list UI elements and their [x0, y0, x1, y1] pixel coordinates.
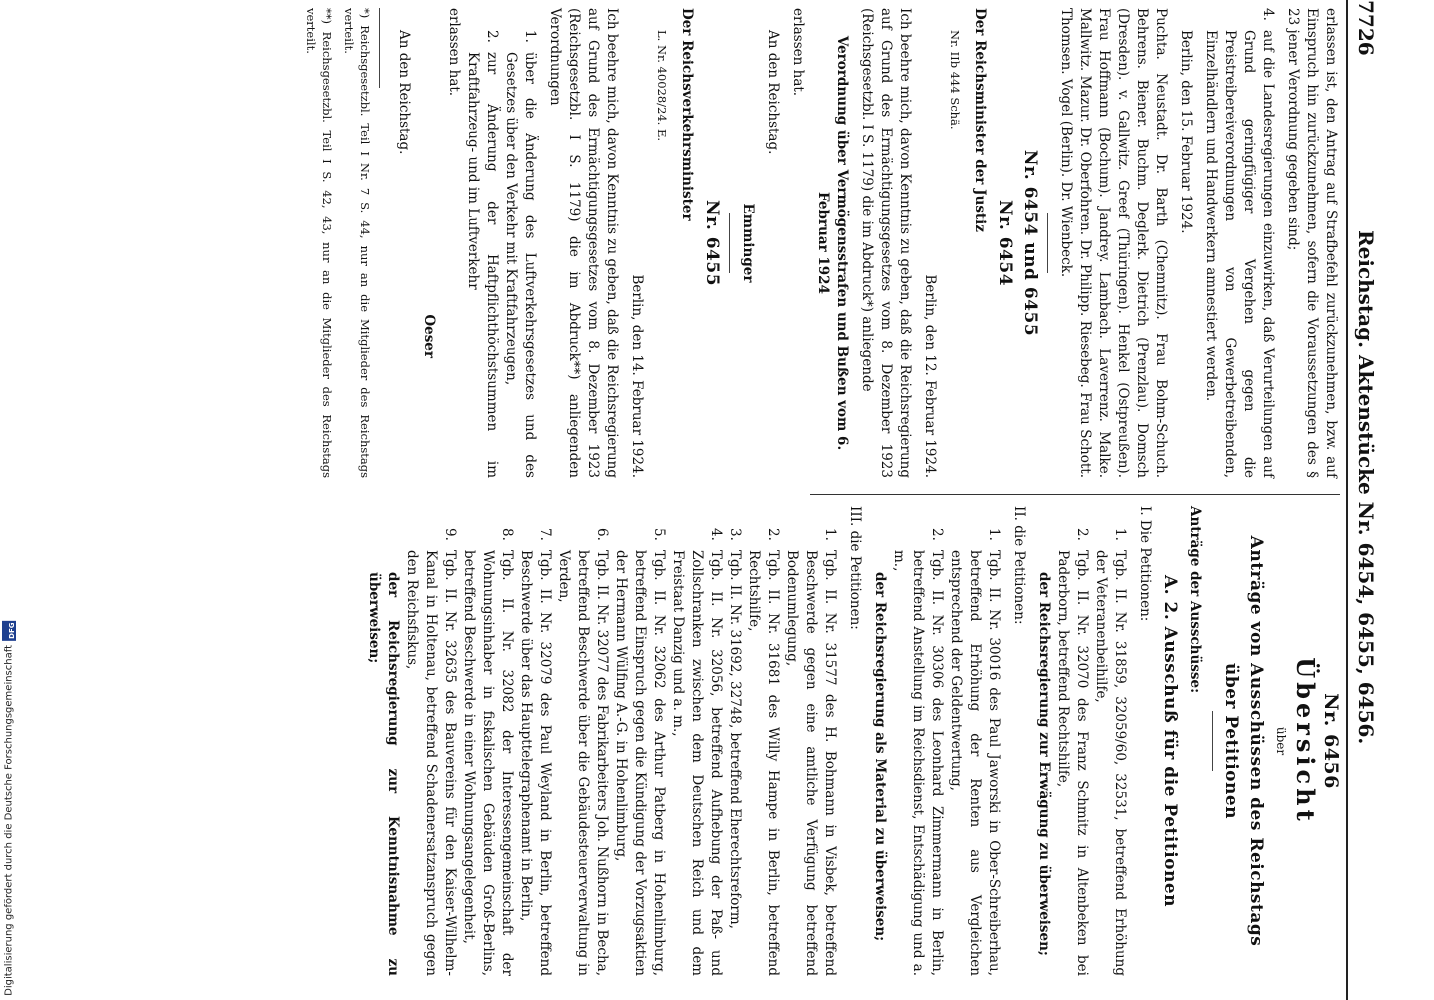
item-number: 7.: [537, 528, 553, 541]
section-label: Anträge der Ausschüsse:: [1187, 506, 1203, 694]
intro-paragraph: erlassen ist, den Antrag auf Strafbefehl zurückzunehmen, bzw. auf Einspruch hin zurückzunehmen, sofern die Voraussetzungen des § 23 jener Verordnung gegeben sind;: [1285, 8, 1339, 478]
item-number: 2.: [765, 528, 781, 541]
item-text: zur Änderung der Haftpflichthöchstsummen im Kraftfahrzeug- und im Luftverkehr: [465, 52, 500, 478]
item-number: 1.: [1112, 528, 1128, 541]
disposition: der Reichsregierung zur Kenntnisnahme zu überweisen;: [366, 572, 401, 976]
item-number: 6.: [594, 528, 610, 541]
item-number: 1.: [822, 528, 838, 541]
item-number: 5.: [651, 528, 667, 541]
page-number: 7726: [1354, 0, 1378, 56]
date-6455: Berlin, den 14. Februar 1924.: [629, 274, 645, 478]
separator: [1047, 213, 1048, 273]
list-item: [554, 506, 611, 976]
credit-text: Digitalisierung gefördert durch die Deutsche Forschungsgemeinschaft: [3, 645, 15, 996]
item-text: Tgb. II. Nr. 32077 des Fabrikarbeiters Joh. Nußhorn in Becha, betreffend Beschwerde über die Gebäudesteuerverwaltung in Verden,: [556, 550, 610, 976]
body-6454: Ich beehre mich, davon Kenntnis zu geben, daß die Reichsregierung auf Grund des Ermächtigungsgesetzes vom 8. Dezember 1923 (Reichsgesetzbl. I S. 1179) die im Abdruck*) anliegende: [859, 8, 913, 478]
list-item: [459, 506, 516, 976]
heading-6454-6455: Nr. 6454 und 6455: [1020, 149, 1040, 337]
left-column: [297, 8, 1340, 478]
list-item: [668, 506, 725, 976]
right-column: [358, 506, 1340, 976]
item-text: Tgb. II. Nr. 31577 des H. Bohmann in Visbek, betreffend Beschwerde gegen eine amtliche Verfügung betreffend Bodenumlegung,: [784, 550, 838, 976]
overview-title: Übersicht: [1291, 657, 1320, 825]
footnote: *) Reichsgesetzbl. Teil I Nr. 7 S. 44, nur an die Mitglieder des Reichstags verteilt.: [342, 8, 372, 478]
list-item: [501, 8, 539, 478]
item-text: Tgb. II. Nr. 31692, 32748, betreffend Eherechtsreform,: [727, 550, 743, 929]
list-item: [1091, 506, 1129, 976]
signature-6454: Emminger: [740, 203, 756, 283]
item-number: 1.: [522, 30, 538, 43]
over-word: über: [1274, 726, 1288, 756]
list-item: [889, 506, 946, 976]
running-header: Reichstag. Aktenstücke Nr. 6454, 6455, 6456.: [1354, 230, 1378, 745]
column-divider: [810, 494, 1340, 495]
item-text: Tgb. II. Nr. 30306 des Leonhard Zimmermann in Berlin, betreffend Anstellung im Reichsdienst, Entschädigung und a. m.,: [891, 550, 945, 976]
item-number: 1.: [986, 528, 1002, 541]
list-item: [611, 506, 668, 976]
addressee-6455: An den Reichstag.: [396, 30, 412, 155]
separator: [1212, 711, 1213, 771]
dfg-logo: DFG: [2, 621, 16, 641]
part-label: I. Die Petitionen:: [1137, 506, 1153, 622]
page-header: [1338, 0, 1400, 1000]
reference-6454: Nr. IIb 444 Schä.: [948, 30, 962, 130]
list-item: [402, 506, 459, 976]
list-item: [463, 8, 501, 478]
list-item: [725, 506, 744, 976]
item-text: Tgb. II. Nr. 31859, 32059/60, 32531, betreffend Erhöhung der Veteranenbeihilfe,: [1093, 550, 1128, 976]
item-text: Tgb. II. Nr. 32056, betreffend Aufhebung der Paß- und Zollschranken zwischen dem Deutschen Reich und dem Freistaat Danzig und a. m.,: [670, 550, 724, 976]
item-text: Tgb. II. Nr. 32062 des Arthur Patberg in Hohenlimburg, betreffend Einspruch gegen die Kündigung der Vorzugsaktien der Hermann Wülfing A.-G. in Hohenlimburg,: [613, 550, 667, 976]
list-item: [1053, 506, 1091, 976]
date-line: Berlin, den 15. Februar 1924.: [1178, 30, 1194, 234]
item-number: 9.: [442, 528, 458, 541]
decree-title-6454: Verordnung über Vermögensstrafen und Bußen vom 6. Februar 1924: [815, 35, 850, 451]
addressee-6454: An den Reichstag.: [765, 30, 781, 155]
disposition: der Reichsregierung zur Erwägung zu überweisen;: [1036, 572, 1052, 956]
footnote-rule: [379, 8, 380, 88]
subtitle-line-1: Anträge von Ausschüssen des Reichstags: [1246, 535, 1266, 947]
section-heading: A. 2. Ausschuß für die Petitionen: [1160, 574, 1180, 908]
item-number: 2.: [929, 528, 945, 541]
item-number: 2.: [484, 30, 500, 43]
item-text: auf die Landesregierungen einzuwirken, daß Verurteilungen auf Grund geringfügiger Vergehen gegen die Preistreibereiverordnungen von Gewerbetreibenden, Einzelhändlern und Handwerkern amnestiert werden.: [1203, 30, 1276, 478]
reference-6455: L. Nr. 40028/24. E.: [655, 30, 669, 142]
body-6455: Ich beehre mich, davon Kenntnis zu geben, daß die Reichsregierung auf Grund des Ermächtigungsgesetzes vom 8. Dezember 1923 (Reichsgesetzbl. I S. 1179) die im Abdruck**) anliegenden Verordnungen: [547, 8, 620, 478]
disposition: der Reichsregierung als Material zu überweisen;: [872, 572, 888, 942]
list-item: [946, 506, 1003, 976]
item-number: 4.: [1260, 8, 1276, 21]
item-text: Tgb. II. Nr. 32079 des Paul Weyland in Berlin, betreffend Beschwerde über das Haupttelegraphenamt in Berlin,: [518, 550, 553, 976]
part-label: III. die Petitionen:: [847, 506, 863, 630]
part-label: II. die Petitionen:: [1011, 506, 1027, 625]
separator: [729, 213, 730, 273]
item-text: Tgb. II. Nr. 32635 des Bauvereins für den Kaiser-Wilhelm-Kanal in Holtenau, betreffend Schadenersatzanspruch gegen den Reichsfiskus,: [404, 550, 458, 976]
signatories: Puchta. Neustadt. Dr. Barth (Chemnitz). Frau Bohm-Schuch. Behrens. Biener. Buchm. Deglerk. Dietrich (Prenzlau). Domsch (Dresden). v. Gallwitz. Greef (Thüringen). Henkel (Ostpreußen). Frau Hoffmann (Bochum). Jandrey. Lambach. Laverrenz. Malke. Mallwitz. Mazur. Dr. Oberfohren. Dr. Philipp. Riesebeg. Frau Schott. Thomsen. Vogel (Berlin). Dr. Wienbeck.: [1058, 8, 1169, 478]
item-number: 4.: [708, 528, 724, 541]
list-item: [782, 506, 839, 976]
footnote: **) Reichsgesetzbl. Teil I S. 42, 43, nur an die Mitglieder des Reichstags verteilt.: [304, 8, 334, 478]
digitization-credit: [2, 621, 16, 996]
heading-6454: Nr. 6454: [995, 199, 1015, 287]
date-6454: Berlin, den 12. Februar 1924.: [922, 274, 938, 478]
heading-6455: Nr. 6455: [702, 199, 722, 287]
heading-6456: Nr. 6456: [1320, 693, 1342, 789]
item-number: 8.: [499, 528, 515, 541]
list-item: [744, 506, 782, 976]
item-text: über die Änderung des Luftverkehrsgesetzes und des Gesetzes über den Verkehr mit Kraftfahrzeugen,: [503, 52, 538, 478]
item-text: Tgb. II. Nr. 32070 des Franz Schmitz in Altenbeken bei Paderborn, betreffend Rechtshilfe,: [1055, 550, 1090, 976]
item-text: Tgb. II. Nr. 30016 des Paul Jaworski in Ober-Schreiberhau, betreffend Erhöhung der Renten aus Vergleichen entsprechend der Geldentwertung,: [948, 550, 1002, 976]
sender-6455: Der Reichsverkehrsminister: [679, 8, 695, 221]
list-item: [1201, 8, 1277, 478]
item-text: Tgb. II. Nr. 32082 der Interessengemeinschaft der Wohnungsinhaber in fiskalischen Gebäuden Groß-Berlins, betreffend Beschwerde in einer Wohnungsangelegenheit,: [461, 550, 515, 976]
sender-6454: Der Reichsminister der Justiz: [972, 8, 988, 232]
item-number: 3.: [727, 528, 743, 541]
signature-6455: Oeser: [421, 314, 437, 358]
closing-6454: erlassen hat.: [790, 8, 806, 97]
subtitle-line-2: über Petitionen: [1221, 662, 1241, 820]
item-number: 2.: [1074, 528, 1090, 541]
header-rule: [1346, 0, 1348, 1000]
closing-6455: erlassen hat.: [446, 8, 462, 97]
list-item: [516, 506, 554, 976]
item-text: Tgb. II. Nr. 31681 des Willy Hampe in Berlin, betreffend Rechtshilfe,: [746, 550, 781, 976]
